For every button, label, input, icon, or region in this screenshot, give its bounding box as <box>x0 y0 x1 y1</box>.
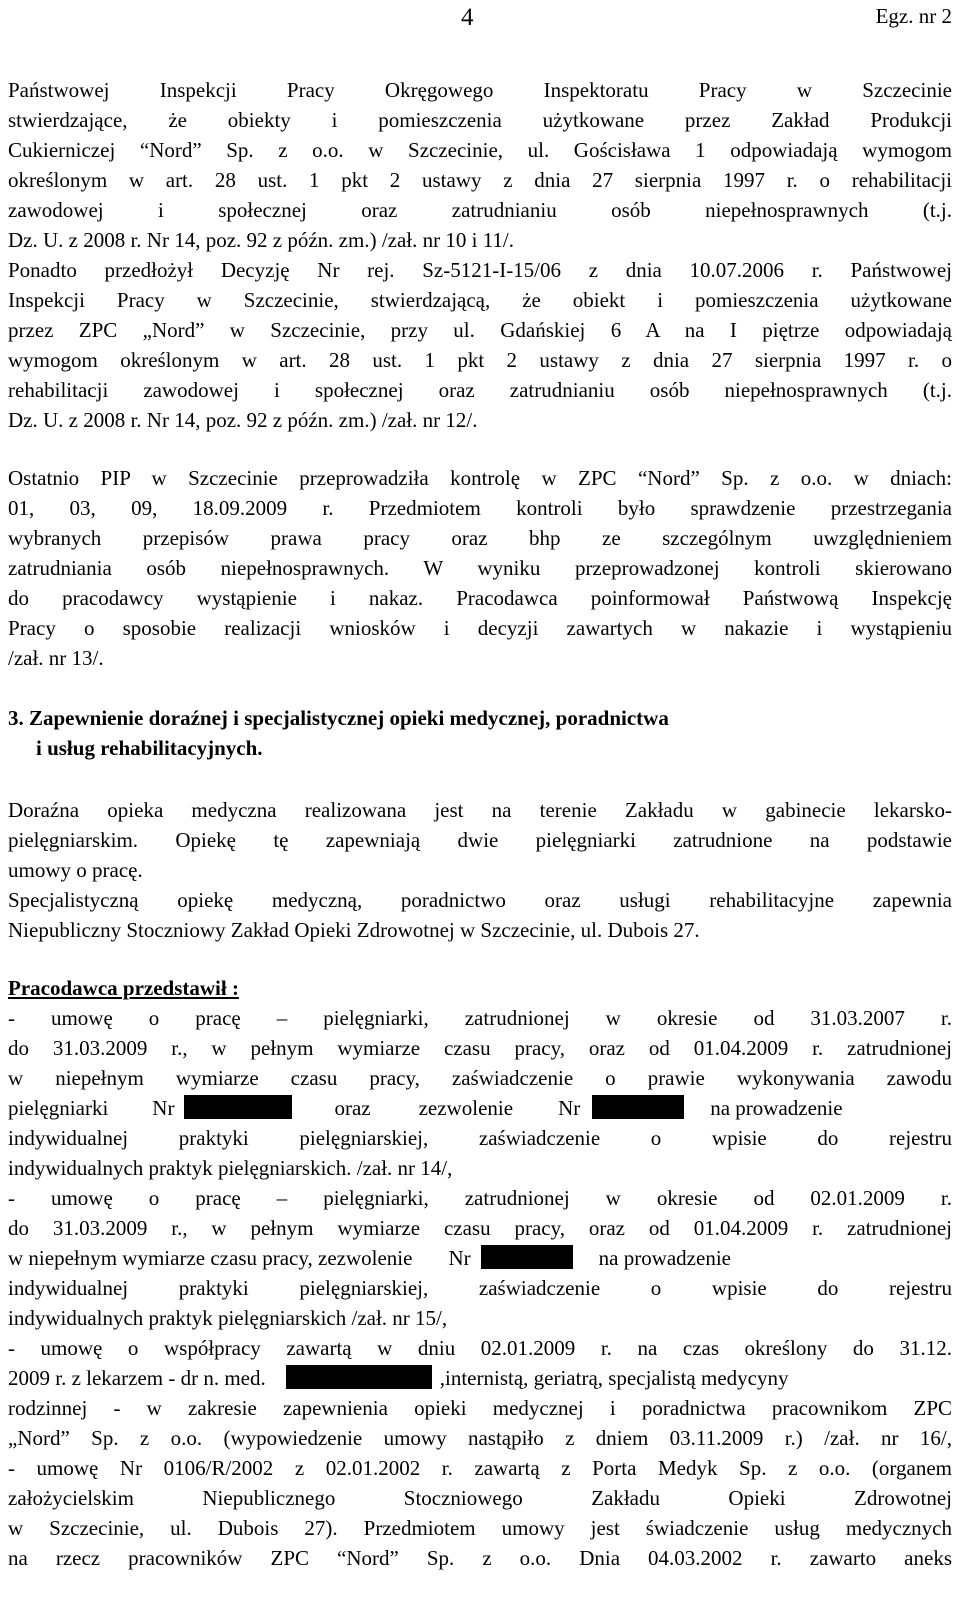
text-line: rodzinnej - w zakresie zapewnienia opieki medycznej i poradnictwa pracownikom ZPC <box>8 1396 952 1420</box>
page-number: 4 <box>461 4 474 31</box>
text-line: Dz. U. z 2008 r. Nr 14, poz. 92 z późn. zm.) /zał. nr 10 i 11/. <box>8 228 515 252</box>
text-line: indywidualnej praktyki pielęgniarskiej, zaświadczenie o wpisie do rejestru <box>8 1276 952 1300</box>
text-line: Niepubliczny Stoczniowy Zakład Opieki Zdrowotnej w Szczecinie, ul. Dubois 27. <box>8 918 700 942</box>
text-line: w niepełnym wymiarze czasu pracy, zaświadczenie o prawie wykonywania zawodu <box>8 1066 952 1090</box>
text-line: Ponadto przedłożył Decyzję Nr rej. Sz-5121-I-15/06 z dnia 10.07.2006 r. Państwowej <box>8 258 952 282</box>
text-line: Inspekcji Pracy w Szczecinie, stwierdzającą, że obiekt i pomieszczenia użytkowane <box>8 288 952 312</box>
text-line: pielęgniarskim. Opiekę tę zapewniają dwie pielęgniarki zatrudnione na podstawie <box>8 828 952 852</box>
copy-label: Egz. nr 2 <box>875 4 952 28</box>
text-line: przez ZPC „Nord” w Szczecinie, przy ul. Gdańskiej 6 A na I piętrze odpowiadają <box>8 318 952 342</box>
text-line: Pracy o sposobie realizacji wniosków i decyzji zawartych w nakazie i wystąpieniu <box>8 616 952 640</box>
text-line: indywidualnej praktyki pielęgniarskiej, zaświadczenie o wpisie do rejestru <box>8 1126 952 1150</box>
text-line: w niepełnym wymiarze czasu pracy, zezwolenie Nr na prowadzenie <box>8 1246 731 1270</box>
text-line: Specjalistyczną opiekę medyczną, poradnictwo oraz usługi rehabilitacyjne zapewnia <box>8 888 952 912</box>
text-line: Ostatnio PIP w Szczecinie przeprowadziła kontrolę w ZPC “Nord” Sp. z o.o. w dniach: <box>8 466 952 490</box>
text-line: Cukierniczej “Nord” Sp. z o.o. w Szczecinie, ul. Gościsława 1 odpowiadają wymogom <box>8 138 952 162</box>
text-line: zawodowej i społecznej oraz zatrudnianiu osób niepełnosprawnych (t.j. <box>8 198 952 222</box>
text-line: „Nord” Sp. z o.o. (wypowiedzenie umowy nastąpiło z dniem 03.11.2009 r.) /zał. nr 16/, <box>8 1426 952 1450</box>
text-line: pielęgniarki Nr oraz zezwolenie Nr na prowadzenie <box>8 1096 843 1120</box>
text-line: indywidualnych praktyk pielęgniarskich /zał. nr 15/, <box>8 1306 448 1330</box>
list-item-line: - umowę Nr 0106/R/2002 z 02.01.2002 r. zawartą z Porta Medyk Sp. z o.o. (organem <box>8 1456 952 1480</box>
text-line: do 31.03.2009 r., w pełnym wymiarze czasu pracy, oraz od 01.04.2009 r. zatrudnionej <box>8 1036 952 1060</box>
redaction-box <box>481 1245 573 1269</box>
list-item-line: - umowę o pracę – pielęgniarki, zatrudnionej w okresie od 02.01.2009 r. <box>8 1186 952 1210</box>
redaction-box <box>592 1095 684 1119</box>
text-line: wymogom określonym w art. 28 ust. 1 pkt 2 ustawy z dnia 27 sierpnia 1997 r. o <box>8 348 952 372</box>
section-heading: 3. Zapewnienie doraźnej i specjalistycznej opieki medycznej, poradnictwa <box>8 706 669 730</box>
text-line: indywidualnych praktyk pielęgniarskich. /zał. nr 14/, <box>8 1156 453 1180</box>
text-line: na rzecz pracowników ZPC “Nord” Sp. z o.o. Dnia 04.03.2002 r. zawarto aneks <box>8 1546 952 1570</box>
text-line: do 31.03.2009 r., w pełnym wymiarze czasu pracy, oraz od 01.04.2009 r. zatrudnionej <box>8 1216 952 1240</box>
text-line: /zał. nr 13/. <box>8 646 104 670</box>
text-line: Państwowej Inspekcji Pracy Okręgowego Inspektoratu Pracy w Szczecinie <box>8 78 952 102</box>
text-line: Doraźna opieka medyczna realizowana jest na terenie Zakładu w gabinecie lekarsko- <box>8 798 952 822</box>
text-line: określonym w art. 28 ust. 1 pkt 2 ustawy z dnia 27 sierpnia 1997 r. o rehabilitacji <box>8 168 952 192</box>
list-item-line: - umowę o współpracy zawartą w dniu 02.01.2009 r. na czas określony do 31.12. <box>8 1336 952 1360</box>
text-line: zatrudniania osób niepełnosprawnych. W wyniku przeprowadzonej kontroli skierowano <box>8 556 952 580</box>
text-line: 2009 r. z lekarzem - dr n. med. ,internistą, geriatrą, specjalistą medycyny <box>8 1366 789 1390</box>
redaction-box <box>286 1365 432 1389</box>
text-line: założycielskim Niepublicznego Stoczniowego Zakładu Opieki Zdrowotnej <box>8 1486 952 1510</box>
text-line: stwierdzające, że obiekty i pomieszczenia użytkowane przez Zakład Produkcji <box>8 108 952 132</box>
list-item-line: - umowę o pracę – pielęgniarki, zatrudnionej w okresie od 31.03.2007 r. <box>8 1006 952 1030</box>
text-line: wybranych przepisów prawa pracy oraz bhp ze szczególnym uwzględnieniem <box>8 526 952 550</box>
text-line: Dz. U. z 2008 r. Nr 14, poz. 92 z późn. zm.) /zał. nr 12/. <box>8 408 478 432</box>
subheading: Pracodawca przedstawił : <box>8 976 239 1000</box>
text-line: do pracodawcy wystąpienie i nakaz. Pracodawca poinformował Państwową Inspekcję <box>8 586 952 610</box>
text-line: rehabilitacji zawodowej i społecznej oraz zatrudnianiu osób niepełnosprawnych (t.j. <box>8 378 952 402</box>
text-line: w Szczecinie, ul. Dubois 27). Przedmiotem umowy jest świadczenie usług medycznych <box>8 1516 952 1540</box>
text-line: 01, 03, 09, 18.09.2009 r. Przedmiotem kontroli było sprawdzenie przestrzegania <box>8 496 952 520</box>
redaction-box <box>184 1095 292 1119</box>
text-line: umowy o pracę. <box>8 858 143 882</box>
section-heading-continued: i usług rehabilitacyjnych. <box>36 736 263 760</box>
